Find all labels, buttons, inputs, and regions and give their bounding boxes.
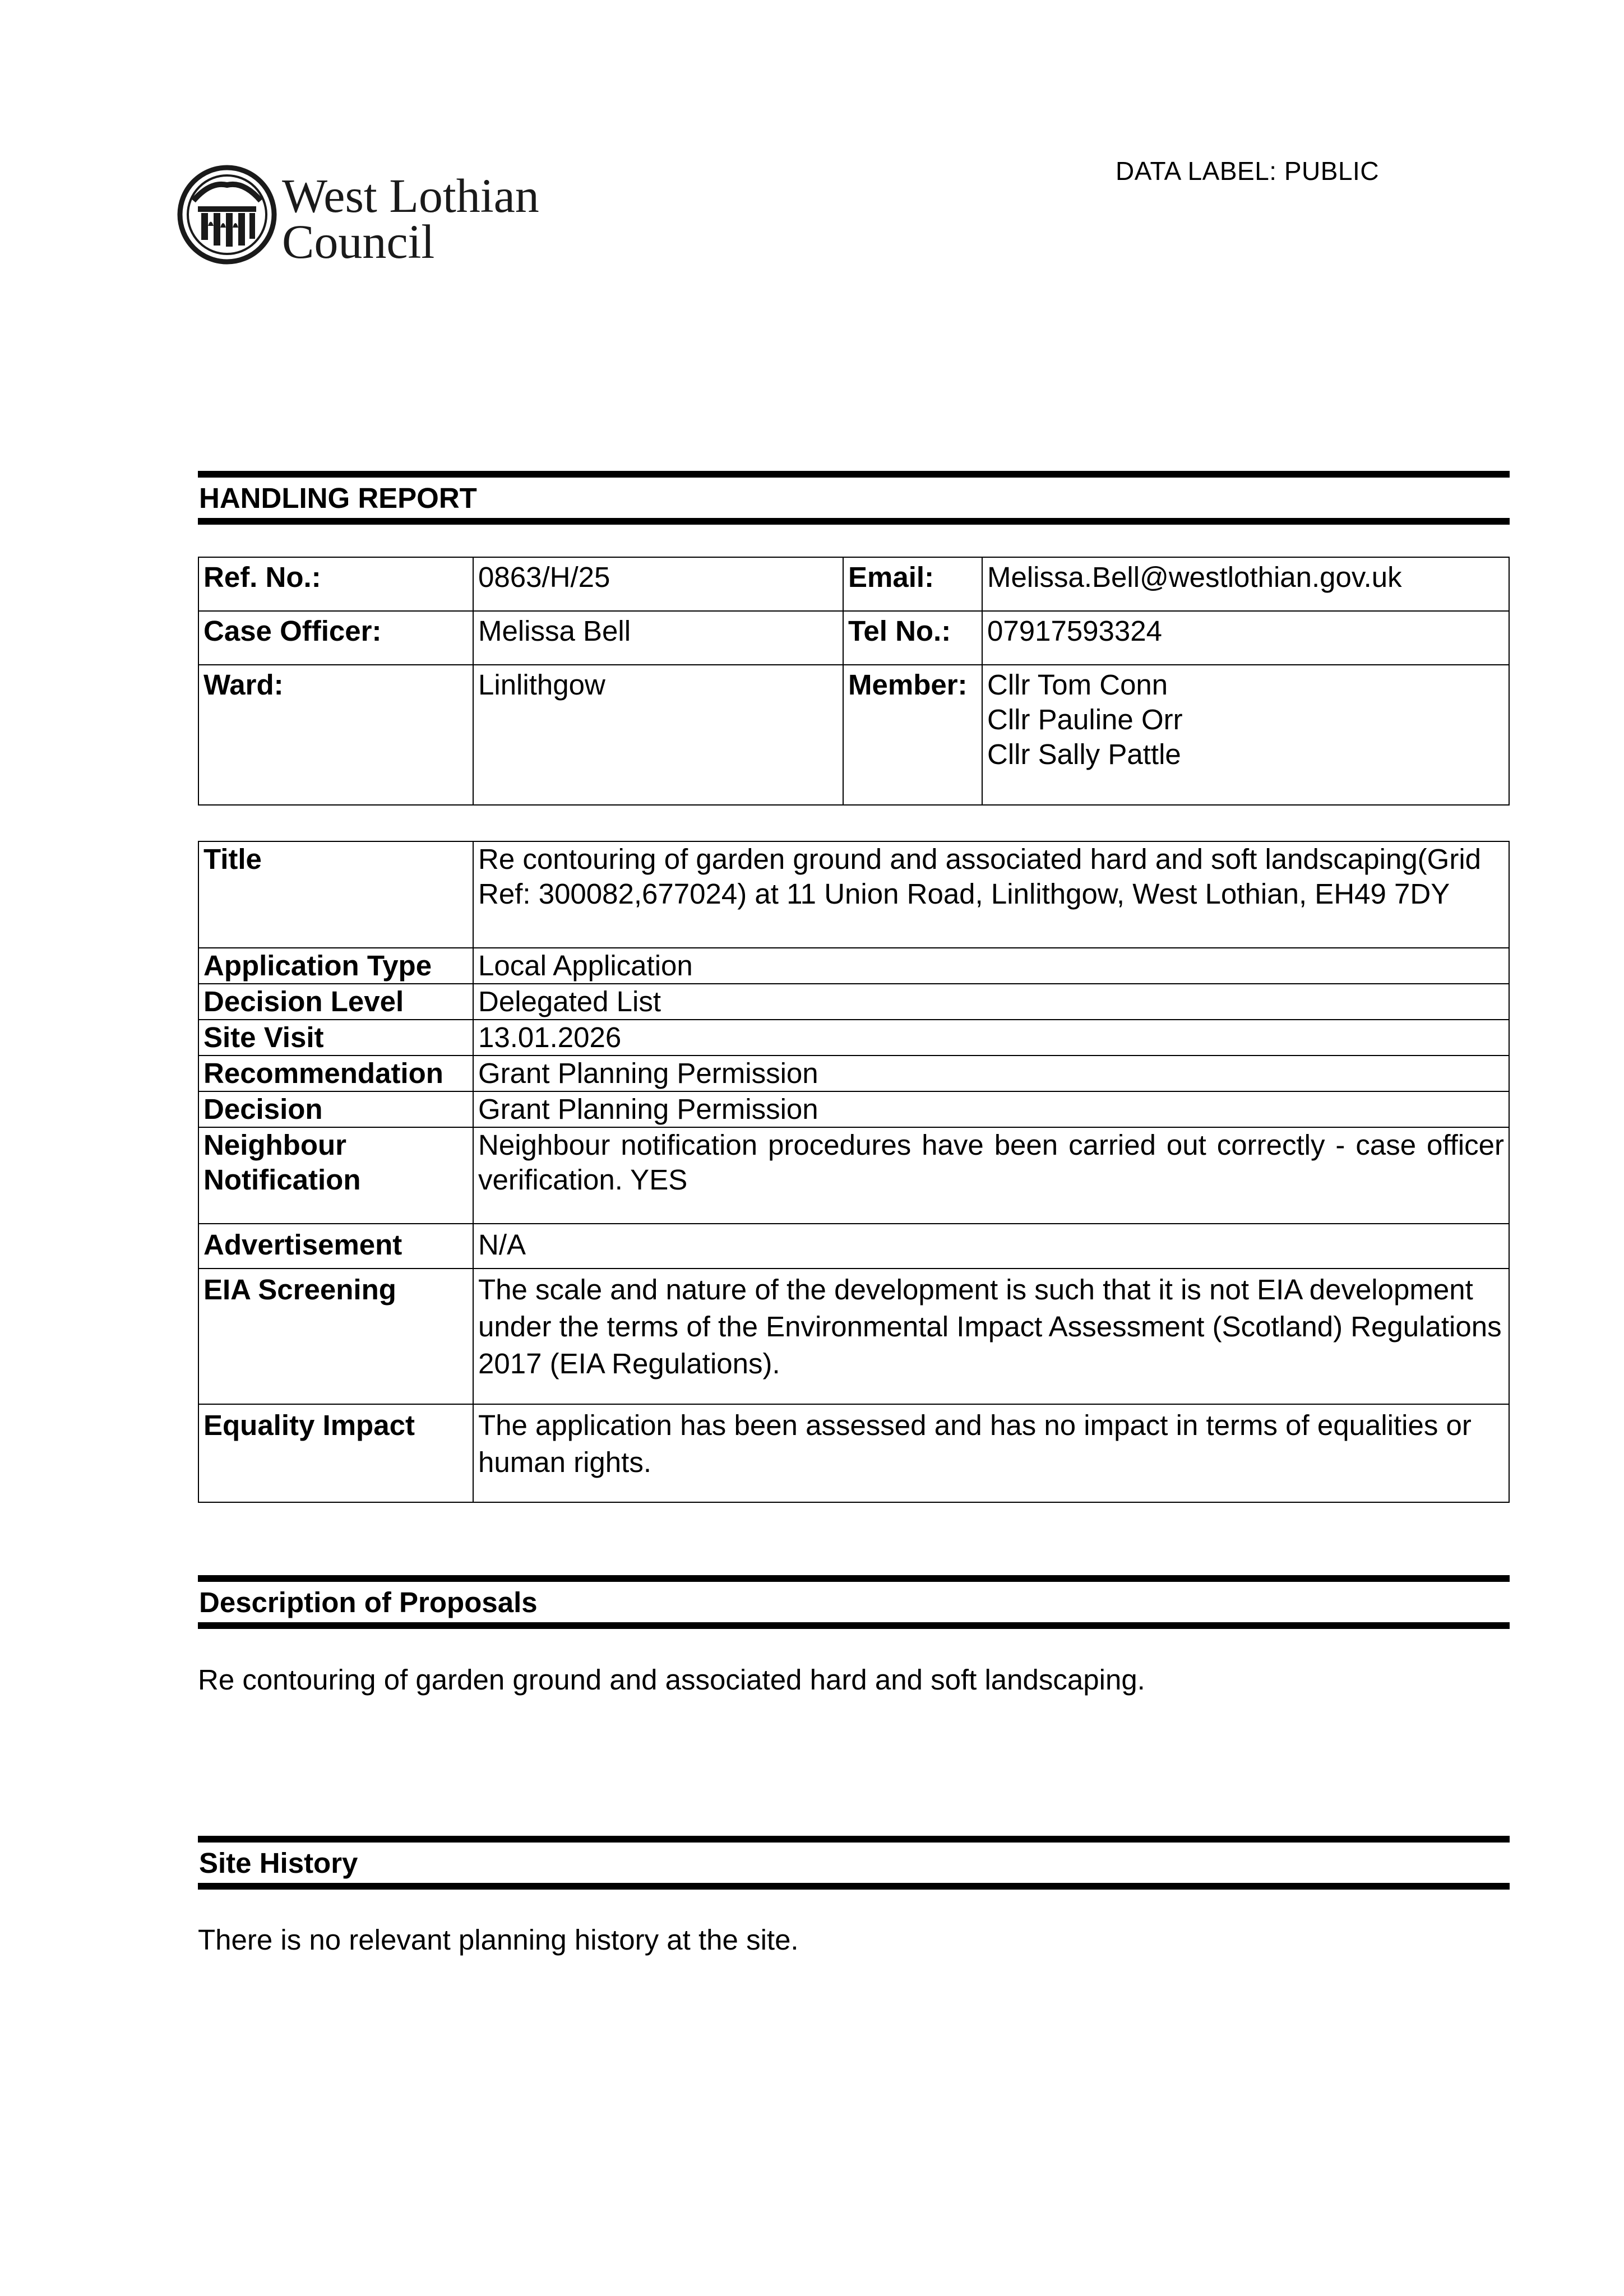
member-label: Member: [843,665,982,805]
equality-label: Equality Impact [198,1404,473,1502]
eia-label: EIA Screening [198,1269,473,1404]
table-row [198,1020,1509,1056]
description-heading [198,1575,1510,1629]
heading-rule-bottom [198,518,1510,525]
decision-level-label: Decision Level [198,984,473,1020]
council-logo [177,161,558,268]
recommendation-value: Grant Planning Permission [473,1056,1509,1091]
details-table [198,841,1510,1503]
case-officer-value: Melissa Bell [473,611,843,665]
council-crest-icon [177,161,558,268]
table-row [198,1056,1509,1091]
recommendation-label: Recommendation [198,1056,473,1091]
data-label: DATA LABEL: PUBLIC [1116,156,1380,186]
email-label: Email: [843,557,982,611]
member-list [982,665,1509,805]
title-value: Re contouring of garden ground and associated hard and soft landscaping(Grid Ref: 300082,677024) at 11 Union Road, Linlithgow, West Lothian, EH49 7DY [473,841,1509,948]
site-visit-label: Site Visit [198,1020,473,1056]
heading-rule-bottom [198,1883,1510,1890]
table-row [198,1091,1509,1127]
table-row [198,1224,1509,1269]
app-type-value: Local Application [473,948,1509,984]
member-item: Cllr Sally Pattle [987,738,1181,770]
neighbour-value: Neighbour notification procedures have been carried out correctly - case officer verification. YES [473,1127,1509,1224]
ref-value: 0863/H/25 [473,557,843,611]
eia-value: The scale and nature of the development is such that it is not EIA development under the terms of the Environmental Impact Assessment (Scotland) Regulations 2017 (EIA Regulations). [473,1269,1509,1404]
tel-value: 07917593324 [982,611,1509,665]
table-row [198,1127,1509,1224]
site-visit-value: 13.01.2026 [473,1020,1509,1056]
title-label: Title [198,841,473,948]
decision-value: Grant Planning Permission [473,1091,1509,1127]
tel-label: Tel No.: [843,611,982,665]
site-history-text: There is no relevant planning history at the site. [198,1924,799,1956]
handling-report-heading [198,471,1510,525]
neighbour-label: Neighbour Notification [198,1127,473,1224]
table-row [198,841,1509,948]
advert-value: N/A [473,1224,1509,1269]
app-type-label: Application Type [198,948,473,984]
member-item: Cllr Tom Conn [987,669,1168,701]
table-row [198,948,1509,984]
handling-report-title: HANDLING REPORT [199,482,477,514]
case-officer-label: Case Officer: [198,611,473,665]
table-row [198,984,1509,1020]
email-value[interactable]: Melissa.Bell@westlothian.gov.uk [982,557,1509,611]
site-history-title: Site History [199,1847,358,1879]
description-text: Re contouring of garden ground and associated hard and soft landscaping. [198,1664,1145,1696]
officer-table [198,557,1510,806]
description-title: Description of Proposals [199,1586,538,1618]
logo-text-line2: Council [282,215,435,268]
table-row [198,1269,1509,1404]
table-row [198,665,1509,805]
table-row [198,557,1509,611]
decision-label: Decision [198,1091,473,1127]
site-history-heading [198,1836,1510,1890]
logo-text-line1: West Lothian [282,169,539,223]
heading-rule-top [198,471,1510,478]
table-row [198,1404,1509,1502]
ward-label: Ward: [198,665,473,805]
heading-rule-bottom [198,1622,1510,1629]
ref-label: Ref. No.: [198,557,473,611]
decision-level-value: Delegated List [473,984,1509,1020]
heading-rule-top [198,1575,1510,1582]
heading-rule-top [198,1836,1510,1843]
table-row [198,611,1509,665]
ward-value: Linlithgow [473,665,843,805]
advert-label: Advertisement [198,1224,473,1269]
equality-value: The application has been assessed and has no impact in terms of equalities or human rights. [473,1404,1509,1502]
member-item: Cllr Pauline Orr [987,703,1183,735]
